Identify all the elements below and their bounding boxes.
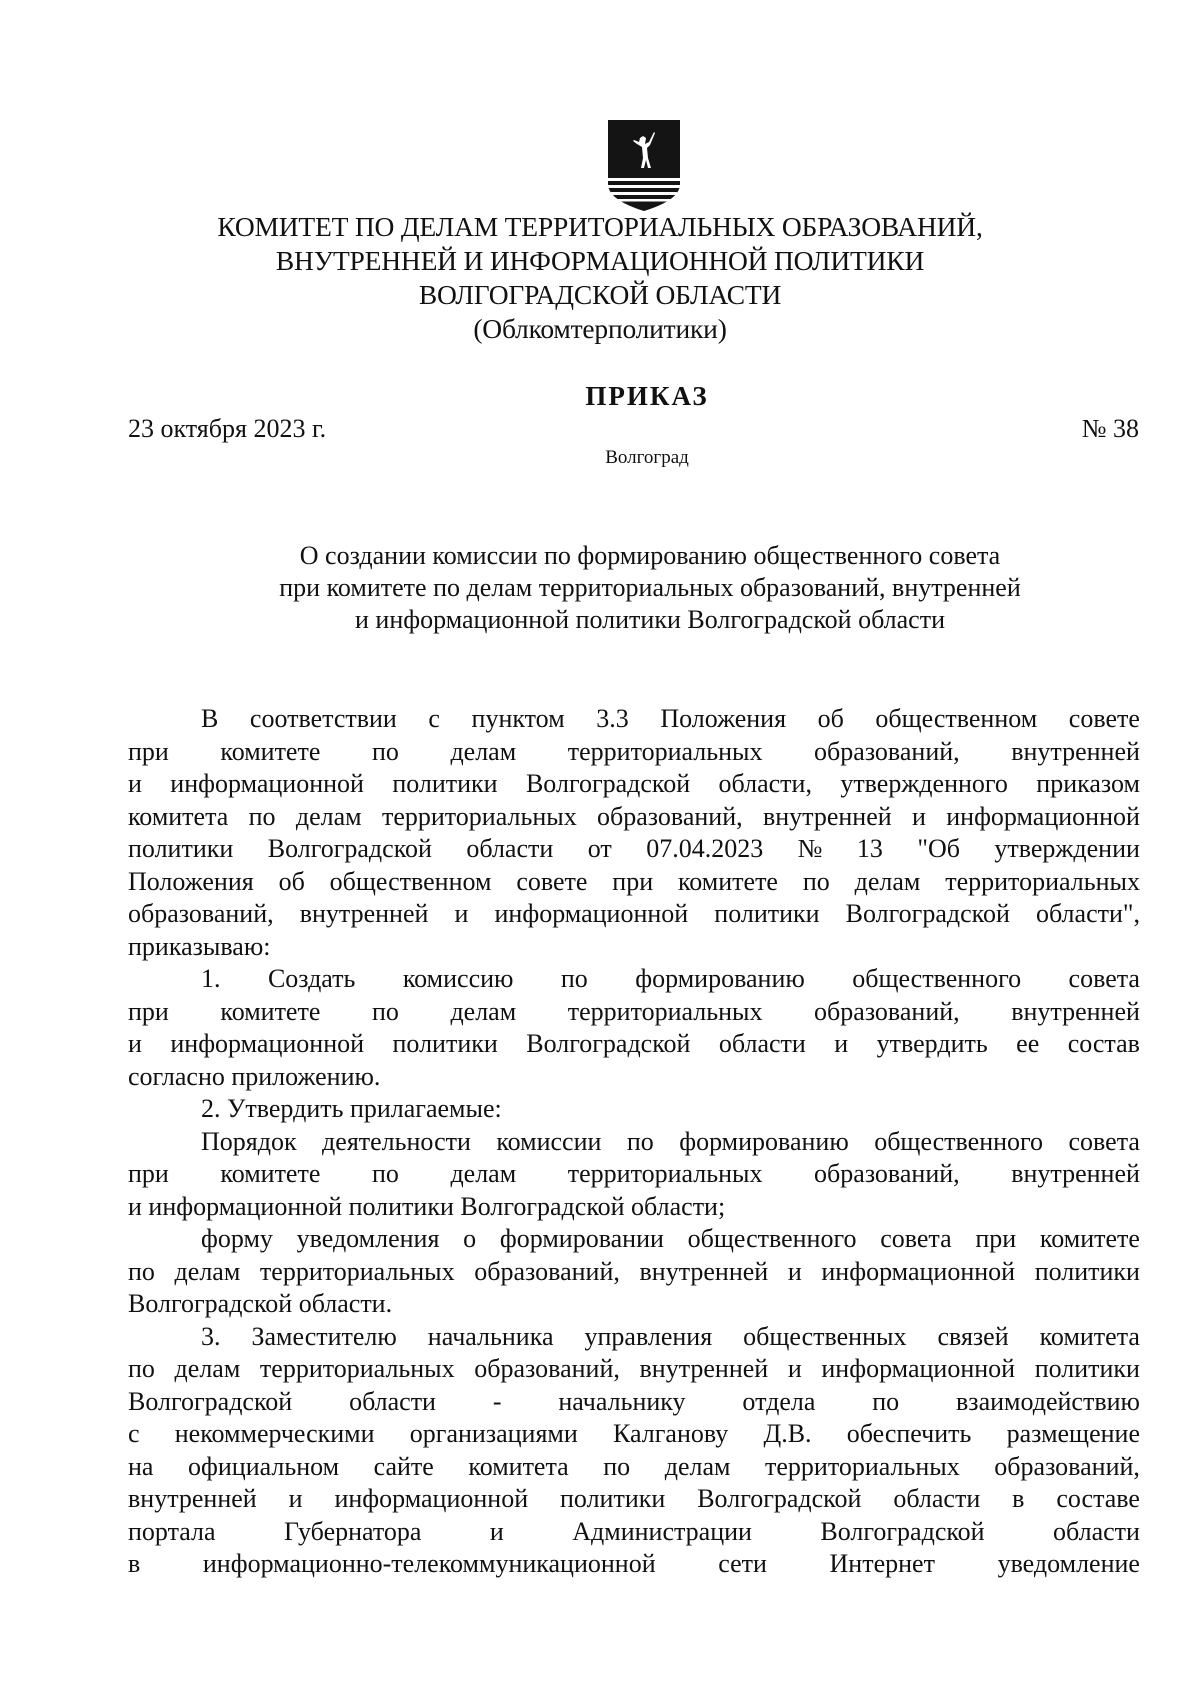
body-word: комитете (220, 736, 321, 766)
body-word: территориальных (381, 801, 577, 831)
body-line (128, 1386, 1140, 1419)
body-line: 2. Утвердить прилагаемые: (201, 1094, 502, 1123)
body-word: по (626, 1126, 654, 1156)
body-word: по (872, 1386, 900, 1416)
body-word: и (128, 1029, 142, 1058)
body-word: уведомления (296, 1224, 440, 1253)
body-word: внутренней (639, 1256, 769, 1286)
document-type: ПРИКАЗ (585, 381, 709, 411)
body-word: начальнику (558, 1386, 686, 1416)
body-word: комиссию (402, 964, 514, 993)
body-word: при (975, 1224, 1017, 1253)
body-word: внутренней (1011, 996, 1140, 1026)
body-word: делам (450, 1159, 517, 1188)
body-word: соответствии (249, 704, 397, 733)
body-word: внутренней (639, 1354, 769, 1383)
body-word: внутренней (1011, 1159, 1140, 1188)
body-word: образований, (994, 1451, 1140, 1481)
body-line (128, 1126, 1140, 1159)
body-word: по (128, 1256, 155, 1286)
body-word: общественного (874, 1126, 1044, 1156)
body-word: общественного (687, 1224, 857, 1253)
body-word: внутренней (128, 1484, 257, 1513)
document-city: Волгоград (605, 447, 689, 468)
body-word: по (371, 1159, 399, 1188)
body-line: и информационной политики Волгоградской области; (128, 1191, 726, 1221)
body-word: образований, (128, 899, 274, 928)
body-word: с (428, 704, 440, 733)
body-word: составе (1056, 1484, 1140, 1513)
body-word: Волгоградской (820, 1516, 985, 1546)
body-word: комитете (1039, 1224, 1140, 1253)
body-word: 07.04.2023 (646, 834, 764, 863)
body-word: области (1053, 1516, 1140, 1546)
body-word: информационной (821, 1256, 1016, 1286)
body-word: Администрации (572, 1516, 752, 1546)
body-word: утверждении (994, 834, 1140, 863)
body-word: Волгоградской (267, 834, 432, 863)
body-word: образований, (474, 1256, 620, 1286)
body-word: отдела (742, 1386, 816, 1416)
body-word: по (371, 996, 399, 1026)
body-word: комитете (220, 1159, 321, 1188)
body-word: о (463, 1224, 477, 1253)
body-word: образований, (814, 1159, 960, 1188)
body-word: взаимодействию (956, 1386, 1140, 1416)
body-line: Волгоградской области. (128, 1289, 393, 1318)
body-word: информационной (334, 1484, 529, 1513)
body-word: комитете (220, 996, 321, 1026)
body-word: Заместителю (251, 1321, 397, 1351)
body-word: комиссии (496, 1126, 602, 1156)
body-line (128, 996, 1140, 1029)
body-word: и (288, 1484, 303, 1513)
body-word: территориальных (259, 1256, 455, 1286)
body-word: Интернет (829, 1549, 935, 1578)
body-word: ее (1016, 1029, 1040, 1058)
body-word: общественном (329, 866, 492, 896)
body-word: политики (392, 769, 498, 798)
body-word: и (128, 769, 142, 798)
body-word: Порядок (201, 1126, 297, 1156)
body-line (128, 768, 1140, 801)
body-word: Создать (267, 964, 356, 993)
body-word: Волгоградской (526, 1029, 691, 1058)
document-subject (220, 540, 1080, 636)
body-word: состав (1067, 1029, 1140, 1058)
body-word: территориальных (567, 1159, 763, 1188)
body-line (128, 1516, 1140, 1549)
body-word: политики (1034, 1256, 1140, 1286)
body-word: 1. (201, 964, 221, 993)
subject-line-1: О создании комиссии по формированию общественного совета (299, 541, 1001, 570)
body-word: совете (516, 866, 588, 896)
body-word: в (1012, 1484, 1025, 1513)
body-word: и (787, 1256, 802, 1286)
body-word: информационно-телекоммуникационной (202, 1549, 656, 1578)
body-word: общественных (743, 1321, 907, 1351)
organization-header (150, 210, 1050, 346)
body-word: области, (718, 769, 812, 798)
body-word: внутренней (299, 899, 429, 928)
body-word: образований, (474, 1354, 620, 1383)
body-word: комитете (677, 866, 778, 896)
body-word: территориальных (567, 736, 763, 766)
body-word: форму (201, 1224, 273, 1253)
body-word: образований, (814, 996, 960, 1026)
body-word: политики (128, 834, 234, 863)
body-word: совета (1068, 1126, 1140, 1156)
body-word: 3. (201, 1321, 221, 1351)
body-word: комитета (1039, 1321, 1140, 1351)
body-word: по (560, 964, 588, 993)
body-word: совета (880, 1224, 952, 1253)
body-word: на (128, 1451, 154, 1481)
body-word: при (612, 866, 654, 896)
body-word: территориальных (945, 866, 1140, 896)
body-word: уведомление (997, 1549, 1140, 1578)
body-word: Д.В. (763, 1419, 812, 1448)
body-word: об (278, 866, 305, 896)
body-line: согласно приложению. (128, 1061, 381, 1091)
body-line (128, 1483, 1140, 1516)
body-word: политики (714, 899, 820, 928)
body-word: и (834, 1029, 849, 1058)
body-word: при (128, 736, 169, 766)
body-line (128, 833, 1140, 866)
body-word: по (371, 736, 399, 766)
body-word: размещение (1006, 1419, 1140, 1448)
body-word: 13 (856, 834, 883, 863)
body-line (128, 1451, 1140, 1484)
body-word: по (603, 1451, 631, 1481)
body-word: формированию (635, 964, 805, 993)
body-word: делам (174, 1256, 241, 1286)
body-line (128, 1256, 1140, 1289)
body-line (128, 1223, 1140, 1256)
org-short-name: (Облкомтерполитики) (473, 313, 727, 344)
body-word: от (587, 834, 612, 863)
subject-line-2: при комитете по делам территориальных образований, внутренней (279, 573, 1021, 602)
body-word: делам (450, 996, 517, 1026)
body-word: области (466, 834, 554, 863)
body-line (128, 866, 1140, 899)
body-word: по (128, 1354, 155, 1383)
body-word: при (128, 996, 169, 1026)
body-word: формированию (679, 1126, 849, 1156)
body-word: и (489, 1516, 504, 1546)
body-word: деятельности (322, 1126, 471, 1156)
body-word: Волгоградской (697, 1484, 862, 1513)
body-word: политики (392, 1029, 498, 1058)
body-word: комитета (468, 1451, 569, 1481)
document-date: 23 октября 2023 г. (128, 414, 327, 443)
document-body (128, 703, 1140, 1581)
coat-of-arms-icon (606, 118, 682, 213)
body-word: приказом (1036, 769, 1140, 798)
body-word: комитета (128, 801, 229, 831)
body-word: и (912, 801, 926, 831)
body-line (128, 963, 1140, 996)
body-line (128, 1028, 1140, 1061)
body-word: делам (174, 1354, 241, 1383)
body-word: области (893, 1484, 981, 1513)
body-line (128, 736, 1140, 769)
body-word: области (349, 1386, 436, 1416)
body-word: утвержденного (840, 769, 1008, 798)
body-word: № (797, 834, 823, 863)
org-name-line-3: ВОЛГОГРАДСКОЙ ОБЛАСТИ (418, 279, 782, 310)
body-word: начальника (427, 1321, 554, 1351)
body-word: связей (937, 1321, 1009, 1351)
body-word: области", (1035, 899, 1140, 928)
body-line (128, 898, 1140, 931)
body-word: делам (664, 1451, 731, 1481)
body-word: 3.3 (596, 704, 629, 733)
body-word: Калганову (613, 1419, 729, 1448)
body-word: политики (560, 1484, 666, 1513)
body-line (128, 1321, 1140, 1354)
body-word: Положения (660, 704, 787, 733)
body-word: в (128, 1549, 141, 1578)
body-word: управления (584, 1321, 713, 1351)
body-word: сайте (373, 1451, 434, 1481)
body-word: обеспечить (846, 1419, 972, 1448)
body-word: "Об (917, 834, 960, 863)
body-word: делам (854, 866, 921, 896)
body-word: по (802, 866, 830, 896)
body-word: Волгоградской (525, 769, 691, 798)
org-name-line-1: КОМИТЕТ ПО ДЕЛАМ ТЕРРИТОРИАЛЬНЫХ ОБРАЗОВАНИЙ, (217, 211, 983, 242)
body-line (128, 703, 1140, 736)
body-word: общественном (875, 704, 1038, 733)
body-line (128, 1158, 1140, 1191)
body-word: внутренней (762, 801, 892, 831)
body-word: образований, (597, 801, 743, 831)
body-word: области (718, 1029, 806, 1058)
body-word: делам (450, 736, 517, 766)
body-word: портала (128, 1516, 216, 1546)
body-word: информационной (170, 1029, 365, 1058)
body-word: пунктом (471, 704, 565, 733)
body-line (128, 1548, 1140, 1581)
subject-line-3: и информационной политики Волгоградской области (355, 605, 945, 634)
body-word: Положения (128, 866, 254, 896)
body-word: территориальных (567, 996, 763, 1026)
body-word: территориальных (765, 1451, 960, 1481)
body-word: информационной (946, 801, 1140, 831)
body-word: сети (718, 1549, 767, 1578)
body-word: территориальных (259, 1354, 455, 1383)
body-word: информационной (821, 1354, 1016, 1383)
body-word: В (201, 704, 219, 733)
body-word: Волгоградской (128, 1386, 293, 1416)
body-word: утвердить (876, 1029, 988, 1058)
body-word: совета (1068, 964, 1140, 993)
body-word: об (817, 704, 844, 733)
body-word: при (128, 1159, 169, 1188)
body-line (128, 1353, 1140, 1386)
body-word: политики (1034, 1354, 1140, 1383)
body-word: и (454, 899, 469, 928)
body-word: информационной (494, 899, 689, 928)
body-word: некоммерческими (174, 1419, 375, 1448)
body-word: - (492, 1386, 502, 1416)
body-word: делам (295, 801, 362, 831)
document-number: № 38 (1081, 414, 1139, 443)
body-word: информационной (170, 769, 364, 798)
body-word: формировании (499, 1224, 664, 1253)
body-word: и (787, 1354, 802, 1383)
body-word: совете (1068, 704, 1140, 733)
body-word: Губернатора (283, 1516, 422, 1546)
org-name-line-2: ВНУТРЕННЕЙ И ИНФОРМАЦИОННОЙ ПОЛИТИКИ (275, 245, 925, 276)
body-word: с (128, 1419, 140, 1448)
body-line (128, 1418, 1140, 1451)
body-line (128, 801, 1140, 834)
body-word: официальном (188, 1451, 340, 1481)
body-word: Волгоградской (845, 899, 1010, 928)
body-word: общественного (852, 964, 1022, 993)
body-line: приказываю: (128, 931, 271, 961)
body-word: организациями (409, 1419, 578, 1448)
body-word: по (248, 801, 276, 831)
body-word: внутренней (1011, 736, 1140, 766)
body-word: образований, (814, 736, 960, 766)
